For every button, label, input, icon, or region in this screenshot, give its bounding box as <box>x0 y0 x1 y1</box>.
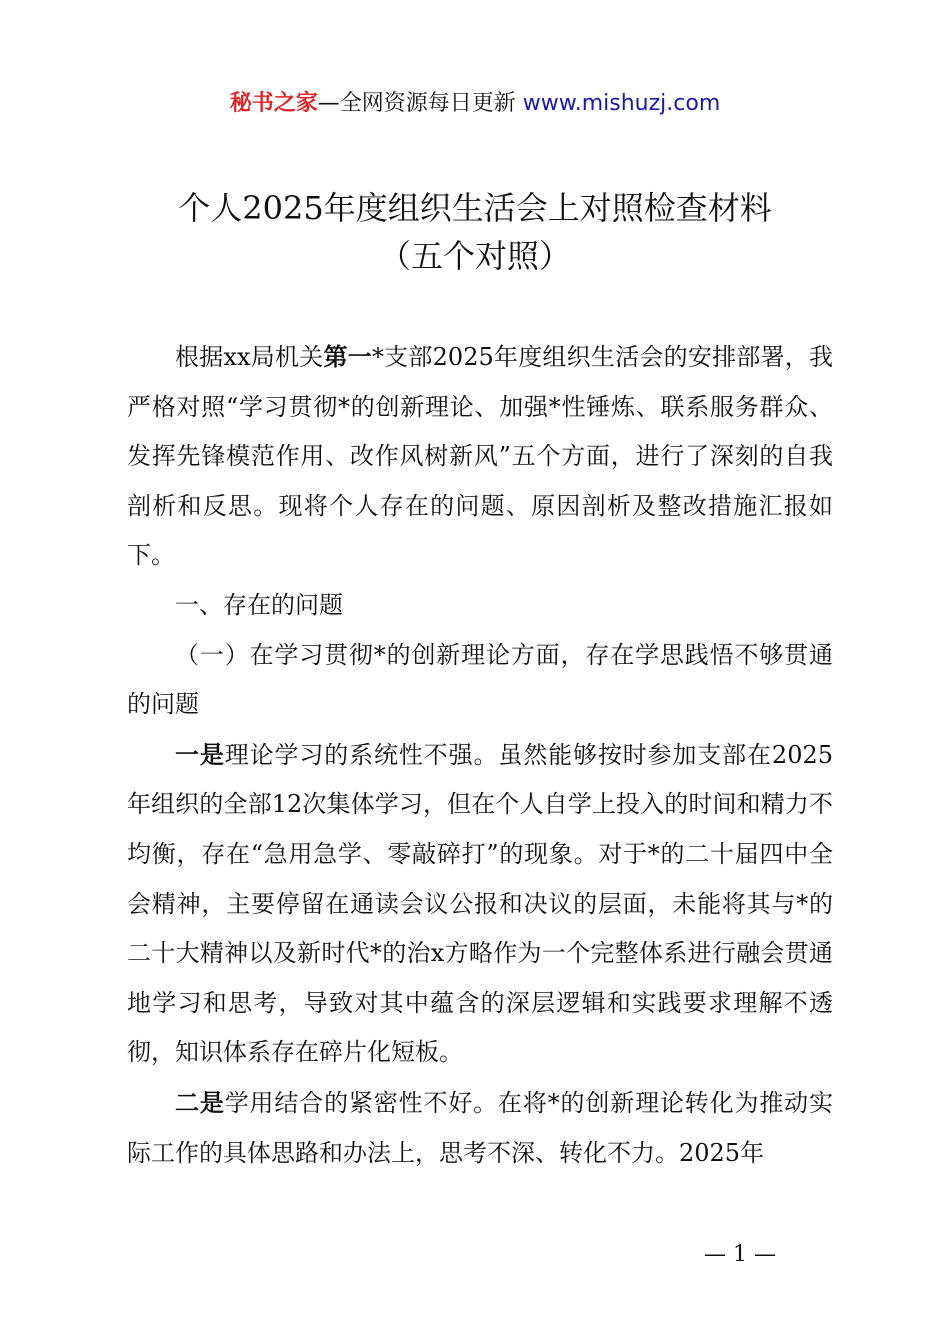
site-url-link[interactable]: www.mishuzj.com <box>522 91 721 116</box>
point-label-2: 二是 <box>175 1087 225 1117</box>
point-label-1: 一是 <box>175 739 225 769</box>
site-header <box>0 88 950 120</box>
point-paragraph-2 <box>127 1078 833 1178</box>
title-line-2: （五个对照） <box>378 237 571 275</box>
document-body <box>127 332 833 1178</box>
brand-name: 秘书之家 <box>229 91 318 116</box>
title-line-1: 个人2025年度组织生活会上对照检查材料 <box>178 189 772 227</box>
section-subheading: （一）在学习贯彻*的创新理论方面，存在学思践悟不够贯通的问题 <box>127 640 833 719</box>
point-paragraph-1 <box>127 730 833 1078</box>
intro-text-start: 根据xx局机关 <box>175 343 324 371</box>
header-tagline: —全网资源每日更新 <box>317 91 516 116</box>
point-text-1: 理论学习的系统性不强。虽然能够按时参加支部在2025年组织的全部12次集体学习，但在个人自学上投入的时间和精力不均衡，存在“急用急学、零敲碎打”的现象。对于*的二十届四中全会精神，主要停留在通读会议公报和决议的层面，未能将其与*的二十大精神以及新时代*的治x方略作为一个完整体系进行融会贯通地学习和思考，导致对其中蕴含的深层逻辑和实践要求理解不透彻，知识体系存在碎片化短板。 <box>127 740 834 1067</box>
document-title <box>0 184 950 280</box>
section-heading: 一、存在的问题 <box>175 590 343 619</box>
point-text-2: 学用结合的紧密性不好。在将*的创新理论转化为推动实际工作的具体思路和办法上，思考不深、转化不力。2025年 <box>127 1088 834 1167</box>
intro-text-rest: *支部2025年度组织生活会的安排部署，我严格对照“学习贯彻*的创新理论、加强*性锤炼、联系服务群众、发挥先锋模范作用、改作风树新风”五个方面，进行了深刻的自我剖析和反思。现将个人存在的问题、原因剖析及整改措施汇报如下。 <box>127 343 834 570</box>
intro-paragraph <box>127 332 833 581</box>
page-number: — 1 — <box>704 1242 776 1267</box>
intro-bold-text: 第一 <box>323 342 372 371</box>
